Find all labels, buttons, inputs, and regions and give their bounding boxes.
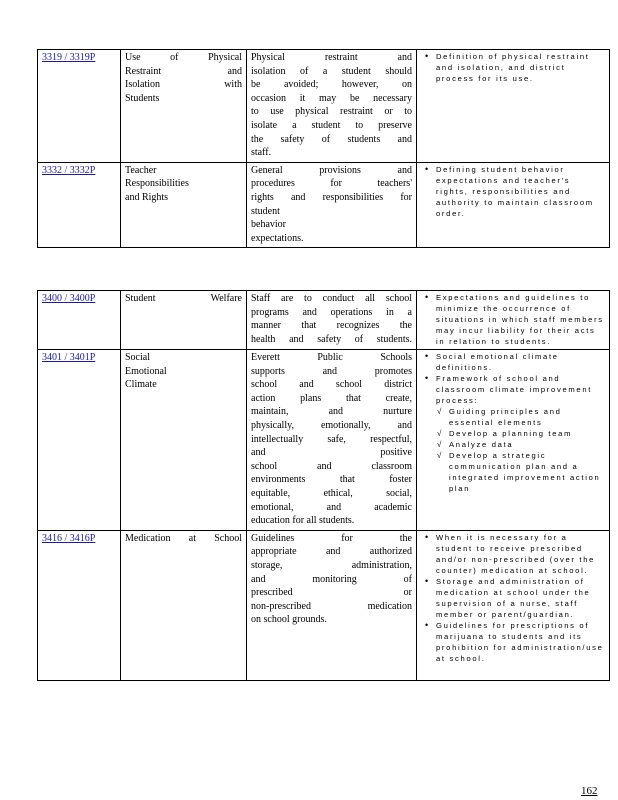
policy-description-line: health and safety of students. (251, 333, 412, 345)
policy-table-2-body (38, 291, 610, 681)
policy-table-2 (37, 290, 610, 681)
keypoint-item (436, 620, 605, 664)
keypoint-subitem: √ Develop a strategic communication plan and a integrated improvement action plan (449, 450, 605, 494)
policy-description-cell (247, 530, 417, 680)
policy-description-line: action plans that create, (251, 392, 412, 404)
policy-description-line: expectations. (251, 232, 304, 244)
keypoint-item (436, 351, 605, 373)
policy-row (38, 291, 610, 350)
page-number: 162 (581, 785, 598, 797)
keypoint-item (436, 576, 605, 620)
keypoint-item (436, 164, 605, 219)
policy-description-line: General provisions and (251, 164, 412, 176)
policy-description-line: Staff are to conduct all school (251, 293, 412, 304)
policy-code-cell (38, 50, 121, 163)
policy-table-1-body (38, 50, 610, 248)
policy-title-line: Students (125, 92, 160, 104)
policy-description-line: Guidelines for the (251, 532, 412, 544)
policy-title-cell (121, 291, 247, 350)
policy-description-line: the safety of students and (251, 133, 412, 145)
policy-code-link[interactable]: 3332 / 3332P (42, 164, 96, 176)
keypoints-list (421, 164, 605, 219)
policy-description-line: to use physical restraint or to (251, 106, 412, 118)
keypoint-text: Storage and administration of medication at school under the supervision of a nurse, staff member or parent/guardian. (436, 576, 591, 619)
policy-description-line: rights and responsibilities for (251, 191, 412, 203)
policy-table-1 (37, 49, 610, 248)
policy-description-line: Everett Public Schools (251, 352, 412, 363)
policy-description-line: manner that recognizes the (251, 320, 412, 332)
policy-title-cell (121, 162, 247, 248)
policy-description-line: procedures for teachers' (251, 178, 412, 190)
policy-description-line: education for all students. (251, 515, 355, 527)
policy-description-line: maintain, and nurture (251, 406, 412, 418)
policy-title-line: Isolation with (125, 79, 242, 91)
policy-description-line: physically, emotionally, and (251, 419, 412, 431)
policy-description-line: non-prescribed medication (251, 600, 412, 612)
keypoint-item (436, 532, 605, 576)
keypoint-text: Expectations and guidelines to minimize the occurrence of situations in which staff members may incur liability for their acts in relation to students. (436, 293, 604, 346)
policy-description-line: school and school district (251, 379, 412, 391)
policy-keypoints-cell (417, 291, 610, 350)
policy-code-cell (38, 350, 121, 531)
policy-keypoints-cell (417, 162, 610, 248)
keypoints-list (421, 532, 605, 664)
keypoint-subitem: √ Analyze data (449, 439, 605, 450)
keypoint-item (436, 51, 605, 84)
policy-description-line: programs and operations in a (251, 306, 412, 318)
policy-description-line: and positive (251, 447, 412, 459)
policy-title-line: Teacher (125, 164, 157, 176)
policy-description-line: equitable, ethical, social, (251, 487, 412, 499)
policy-code-cell (38, 162, 121, 248)
policy-title-cell (121, 350, 247, 531)
policy-title-line: Student Welfare (125, 293, 242, 304)
policy-code-link[interactable]: 3400 / 3400P (42, 293, 96, 304)
policy-title-cell (121, 530, 247, 680)
policy-description-line: occasion it may be necessary (251, 92, 412, 104)
policy-description-line: isolation of a student should (251, 65, 412, 77)
keypoints-list (421, 292, 605, 347)
keypoint-text: Social emotional climate definitions. (436, 352, 559, 372)
policy-description-line: school and classroom (251, 460, 412, 472)
keypoint-text: Framework of school and classroom climate improvement process: (436, 374, 593, 405)
policy-row (38, 50, 610, 163)
policy-title-line: Use of Physical (125, 52, 242, 63)
policy-keypoints-cell (417, 530, 610, 680)
policy-keypoints-cell (417, 350, 610, 531)
policy-code-link[interactable]: 3319 / 3319P (42, 52, 96, 63)
policy-title-line: Social (125, 352, 150, 363)
policy-description-line: storage, administration, (251, 559, 412, 571)
keypoint-text: Definition of physical restraint and isolation, and district process for its use. (436, 52, 590, 83)
keypoints-list (421, 351, 605, 494)
policy-description-line: on school grounds. (251, 614, 327, 626)
policy-row (38, 162, 610, 248)
policy-title-cell (121, 50, 247, 163)
keypoint-text: Guidelines for prescriptions of marijuana to students and its prohibition for administration/use at school. (436, 620, 604, 663)
keypoint-text: Defining student behavior expectations and teacher's rights, responsibilities and authority to maintain classroom order. (436, 164, 594, 218)
policy-code-link[interactable]: 3416 / 3416P (42, 532, 96, 544)
policy-description-line: supports and promotes (251, 365, 412, 377)
policy-title-line: Emotional (125, 365, 167, 377)
policy-description-line: behavior (251, 219, 286, 231)
policy-description-line: environments that foster (251, 474, 412, 486)
policy-title-line: Restraint and (125, 65, 242, 77)
policy-row (38, 350, 610, 531)
policy-description-line: Physical restraint and (251, 52, 412, 63)
keypoint-subitem: √ Develop a planning team (449, 428, 605, 439)
keypoint-item (436, 292, 605, 347)
policy-code-cell (38, 291, 121, 350)
policy-code-link[interactable]: 3401 / 3401P (42, 352, 96, 363)
policy-description-line: isolate a student to preserve (251, 119, 412, 131)
keypoint-item (436, 373, 605, 494)
policy-title-line: and Rights (125, 191, 169, 203)
policy-description-line: student (251, 205, 280, 217)
policy-description-line: appropriate and authorized (251, 546, 412, 558)
policy-description-cell (247, 350, 417, 531)
policy-description-line: and monitoring of (251, 573, 412, 585)
policy-code-cell (38, 530, 121, 680)
policy-description-line: emotional, and academic (251, 501, 412, 513)
policy-description-cell (247, 291, 417, 350)
keypoint-text: When it is necessary for a student to receive prescribed and/or non-prescribed (over the counter) medication at school. (436, 532, 596, 575)
keypoint-subitem: √ Guiding principles and essential elements (449, 406, 605, 428)
policy-description-line: intellectually safe, respectful, (251, 433, 412, 445)
policy-title-line: Medication at School (125, 532, 242, 544)
policy-description-line: be avoided; however, on (251, 79, 412, 91)
policy-description-line: staff. (251, 147, 272, 159)
policy-description-cell (247, 50, 417, 163)
keypoint-sublist (436, 406, 605, 494)
policy-description-line: prescribed or (251, 587, 412, 599)
policy-row (38, 530, 610, 680)
policy-title-line: Responsibilities (125, 178, 189, 190)
policy-description-cell (247, 162, 417, 248)
policy-keypoints-cell (417, 50, 610, 163)
policy-title-line: Climate (125, 379, 157, 391)
keypoints-list (421, 51, 605, 84)
